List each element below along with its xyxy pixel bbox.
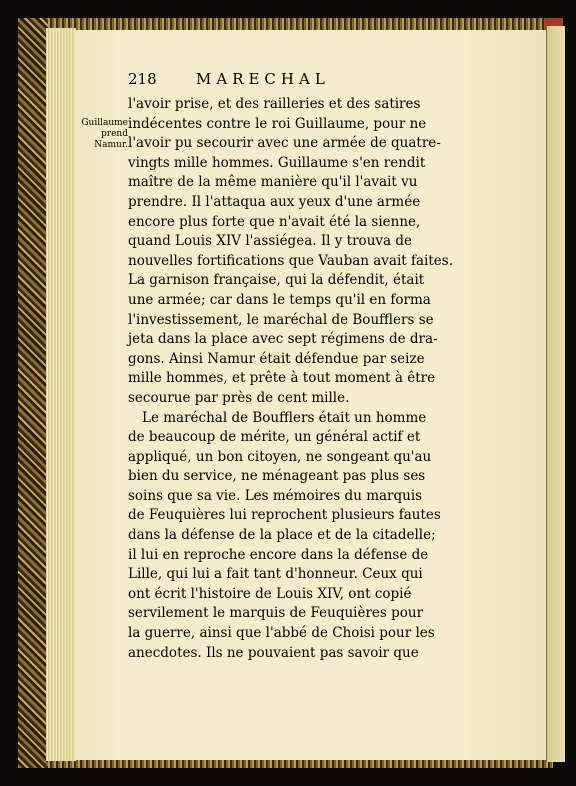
- text-line: bien du service, ne ménageant pas plus ses: [128, 468, 426, 485]
- text-line: de Feuquières lui reprochent plusieurs fautes: [128, 507, 441, 524]
- text-line: l'avoir pu secourir avec une armée de quatre-: [128, 135, 441, 152]
- text-line: Le maréchal de Boufflers était un homme: [142, 409, 427, 426]
- body-text: [128, 95, 453, 663]
- text-line: indécentes contre le roi Guillaume, pour ne: [128, 115, 427, 132]
- text-line: encore plus forte que n'avait été la sienne,: [128, 213, 421, 230]
- running-head-title: MARECHAL: [196, 70, 330, 88]
- text-line: quand Louis XIV l'assiégea. Il y trouva de: [128, 233, 412, 250]
- text-line: ont écrit l'histoire de Louis XIV, ont copié: [128, 585, 412, 602]
- facing-page-edge: [546, 26, 565, 762]
- text-line: une armée; car dans le temps qu'il en forma: [128, 291, 431, 308]
- text-line: l'avoir prise, et des railleries et des satires: [128, 96, 421, 112]
- page-number: 218: [128, 70, 157, 88]
- text-line: l'investissement, le maréchal de Boufflers se: [128, 311, 434, 328]
- text-line: nouvelles fortifications que Vauban avait faites.: [128, 252, 453, 269]
- margin-note: Guillaume prend Namur.: [81, 118, 128, 150]
- text-line: mille hommes, et prête à tout moment à être: [128, 370, 436, 387]
- text-line: maître de la même manière qu'il l'avait vu: [128, 174, 418, 191]
- text-line: gons. Ainsi Namur était défendue par seize: [128, 350, 425, 367]
- text-line: secourue par près de cent mille.: [128, 389, 350, 406]
- text-line: de beaucoup de mérite, un général actif et: [128, 429, 421, 446]
- text-line: Lille, qui lui a fait tant d'honneur. Ceux qui: [128, 566, 423, 583]
- text-line: prendre. Il l'attaqua aux yeux d'une armée: [128, 193, 421, 210]
- text-line: la guerre, ainsi que l'abbé de Choisi pour les: [128, 625, 435, 642]
- text-line: dans la défense de la place et de la citadelle;: [128, 527, 436, 544]
- text-line: vingts mille hommes. Guillaume s'en rendit: [128, 154, 426, 171]
- text-line: jeta dans la place avec sept régimens de dra-: [128, 331, 438, 348]
- text-line: anecdotes. Ils ne pouvaient pas savoir que: [128, 644, 419, 661]
- text-line: La garnison française, qui la défendit, était: [128, 272, 425, 289]
- text-line: il lui en reproche encore dans la défense de: [128, 546, 429, 563]
- text-line: soins que sa vie. Les mémoires du marquis: [128, 487, 423, 504]
- text-line: servilement le marquis de Feuquières pour: [128, 605, 424, 622]
- text-line: appliqué, un bon citoyen, ne songeant qu'au: [128, 448, 432, 465]
- page-edges: [46, 28, 76, 761]
